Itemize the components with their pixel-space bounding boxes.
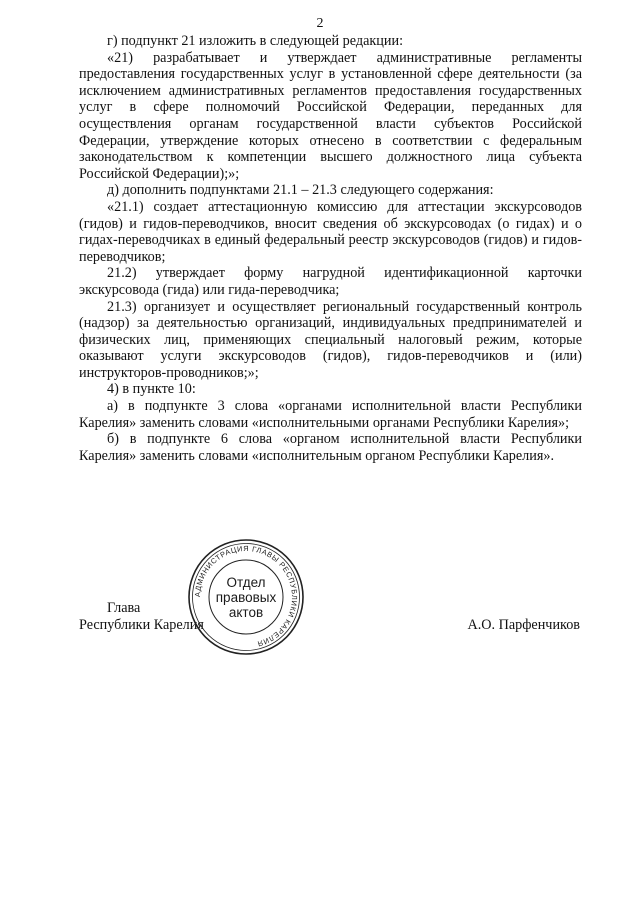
signer-title-line2: Республики Карелия <box>79 617 204 633</box>
stamp-line: актов <box>228 605 264 620</box>
signer-name: А.О. Парфенчиков <box>467 617 580 633</box>
paragraph: г) подпункт 21 изложить в следующей редакции: <box>107 33 404 49</box>
stamp-line: правовых <box>215 590 277 605</box>
paragraph: а) в подпункте 3 слова «органами исполнительной власти Республики Карелия» заменить словами «исполнительными органами Республики Карелия»; <box>79 398 582 431</box>
paragraph: «21) разрабатывает и утверждает административные регламенты предоставления государственных услуг в установленной сфере деятельности (за исключением административных регламентов предоставления государственных услуг в сфере полномочий Российской Федерации, переданных для осуществления органам государственной власти субъектов Российской Федерации, утверждение которых отнесено в соответствии с федеральным законодательством к компетенции высшего должностного лица субъекта Российской Федерации);»; <box>79 49 582 182</box>
paragraph: 21.2) утверждает форму нагрудной идентификационной карточки экскурсовода (гида) или гида-переводчика; <box>79 265 582 298</box>
signer-title-line1: Глава <box>107 600 141 616</box>
stamp-ring-text: АДМИНИСТРАЦИЯ ГЛАВЫ РЕСПУБЛИКИ КАРЕЛИЯ <box>192 543 300 649</box>
paragraph: б) в подпункте 6 слова «органом исполнительной власти Республики Карелия» заменить словами «исполнительным органом Республики Карелия». <box>79 431 582 464</box>
paragraph: «21.1) создает аттестационную комиссию для аттестации экскурсоводов (гидов) и гидов-переводчиков, вносит сведения об экскурсоводах (о гидах) и о гидах-переводчиках в единый федеральный реестр экскурсоводов (гидов) и гидов-переводчиков; <box>79 198 582 265</box>
document-body <box>79 33 582 464</box>
signature-block <box>79 600 582 634</box>
stamp-seal <box>187 538 305 656</box>
paragraph: 4) в пункте 10: <box>107 381 196 398</box>
stamp-center-text <box>187 575 305 620</box>
paragraph: 21.3) организует и осуществляет региональный государственный контроль (надзор) за деятельностью организаций, индивидуальных предпринимателей и физических лиц, применяющих специальный налоговый режим, которые оказывают услуги экскурсоводов (гидов), гидов-переводчиков и (или) инструкторов-проводников;»; <box>79 298 582 381</box>
page-number: 2 <box>316 16 324 31</box>
paragraph: д) дополнить подпунктами 21.1 – 21.3 следующего содержания: <box>107 182 494 199</box>
stamp-line: Отдел <box>226 575 266 590</box>
